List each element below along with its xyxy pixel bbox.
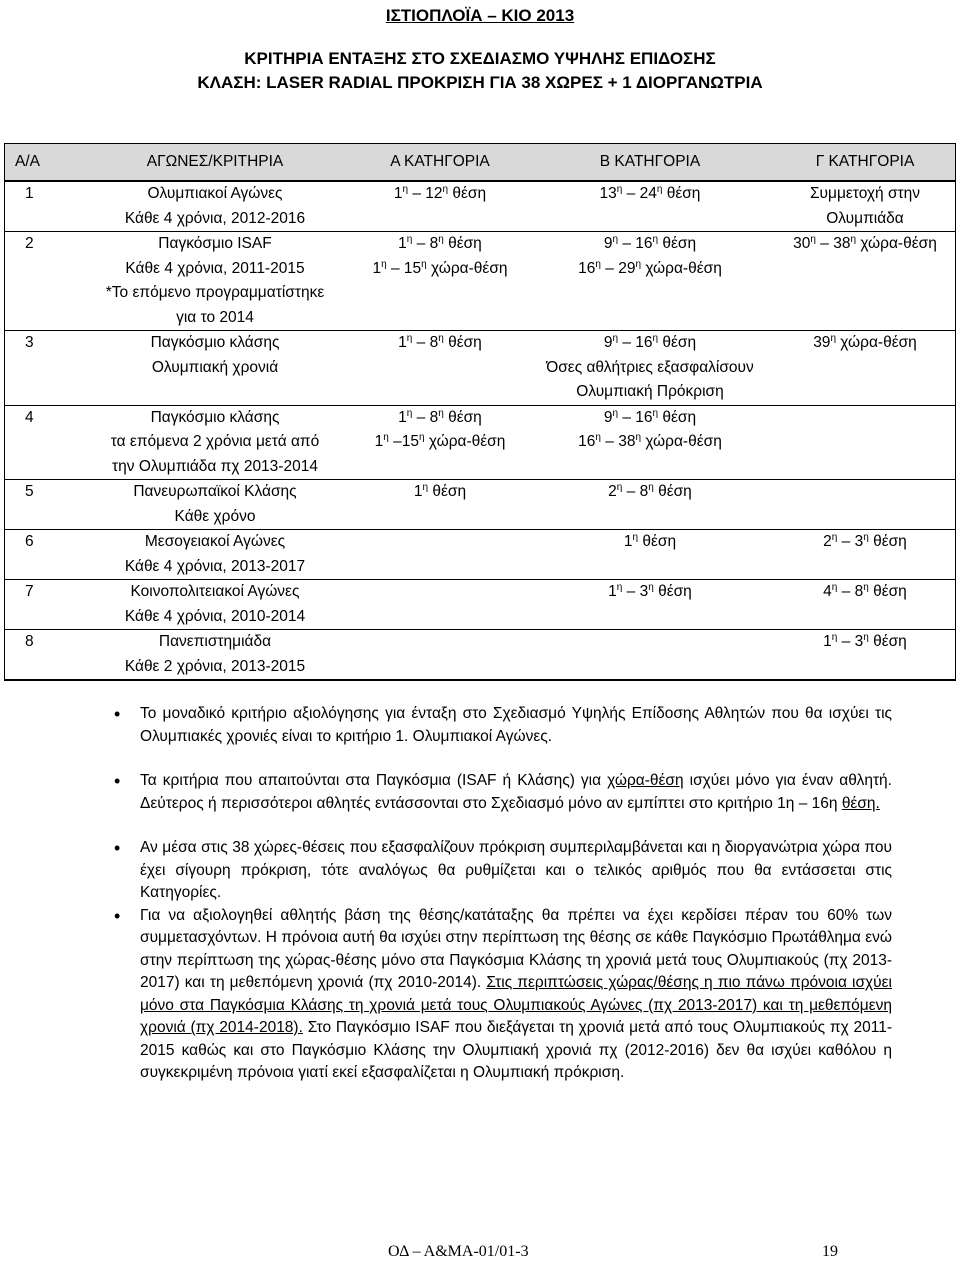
row-number: 7 xyxy=(25,583,34,600)
cell-line: $1^\eta - 8^\eta$ θέση xyxy=(398,233,482,252)
cell-line: $1^\eta$ θέση xyxy=(413,481,467,500)
cell-line: Παγκόσμιο κλάσης xyxy=(150,334,280,351)
row-number: 3 xyxy=(25,334,34,351)
cell-line: $13^\eta - 24^\eta$ θέση xyxy=(599,183,701,202)
event-cell xyxy=(75,480,355,530)
event-cell xyxy=(75,331,355,406)
row-number: 4 xyxy=(25,408,34,426)
cell-line: $2^\eta - 8^\eta$ θέση xyxy=(608,481,692,500)
category-c-cell xyxy=(775,630,956,681)
cell-line: Μεσογειακοί Αγώνες xyxy=(144,533,286,550)
cell-line: $1^\eta - 8^\eta$ θέση xyxy=(398,332,482,351)
cell-line: Πανευρωπαϊκοί Κλάσης xyxy=(133,483,297,500)
cell-line: Κάθε 4 χρόνια, 2010-2014 xyxy=(124,607,306,625)
cell-line: *Το επόμενο προγραμματίστηκε xyxy=(105,284,325,301)
category-b-cell xyxy=(525,405,775,480)
note-country-position xyxy=(140,770,892,815)
row-number: 1 xyxy=(25,185,34,202)
cell-line: $4^\eta - 8^\eta$ θέση xyxy=(823,581,907,600)
row-number: 5 xyxy=(25,483,34,500)
category-a-cell xyxy=(355,530,525,580)
note-host-country: • Αν μέσα στις 38 χώρες-θέσεις που εξασφαλίζουν πρόκριση συμπεριλαμβάνεται και η διοργανώτρια χώρα που έχει σίγουρη πρόκριση, τότε αναλόγως θα ρυθμίζεται και ο τελικός αριθμός που θα εντάσσεται στις Κατηγορίες. xyxy=(140,837,892,905)
category-a-cell xyxy=(355,331,525,406)
criteria-table xyxy=(4,143,956,681)
note-sixty-percent xyxy=(140,905,892,1085)
cell-line: για το 2014 xyxy=(176,308,254,326)
cell-line: $1^\eta - 8^\eta$ θέση xyxy=(398,407,482,426)
cell-line: $1^\eta$ $-15^\eta$ χώρα-θέση xyxy=(374,431,506,450)
category-b-cell xyxy=(525,331,775,406)
cell-line: $2^\eta - 3^\eta$ θέση xyxy=(823,531,907,550)
cell-line: Πανεπιστημιάδα xyxy=(158,633,272,650)
cell-line: $30^\eta - 38^\eta$ χώρα-θέση xyxy=(793,233,937,252)
cell-line: Παγκόσμιο κλάσης xyxy=(150,408,280,426)
category-a-cell xyxy=(355,630,525,681)
table-row xyxy=(5,405,956,480)
category-c-cell xyxy=(775,405,956,480)
cell-line: $1^\eta - 12^\eta$ θέση xyxy=(393,183,487,202)
col-header-category-c: Γ ΚΑΤΗΓΟΡΙΑ xyxy=(775,144,956,182)
category-a-cell xyxy=(355,405,525,480)
note-underlined-text: χώρα-θέση xyxy=(607,772,684,789)
cell-line: Κάθε 4 χρόνια, 2013-2017 xyxy=(124,557,306,575)
col-header-category-a: Α ΚΑΤΗΓΟΡΙΑ xyxy=(355,144,525,182)
category-a-cell xyxy=(355,232,525,331)
cell-line: Συμμετοχή στην xyxy=(809,185,921,202)
table-row xyxy=(5,480,956,530)
row-number: 8 xyxy=(25,633,34,650)
notes-list xyxy=(140,703,892,1085)
criteria-heading: ΚΡΙΤΗΡΙΑ ΕΝΤΑΞΗΣ ΣΤΟ ΣΧΕΔΙΑΣΜΟ ΥΨΗΛΗΣ ΕΠΙΔΟΣΗΣ xyxy=(244,49,716,68)
cell-line: $39^\eta$ χώρα-θέση xyxy=(813,332,917,351)
note-olympic-criterion: • Το μοναδικό κριτήριο αξιολόγησης για ένταξη στο Σχεδιασμό Υψηλής Επίδοσης Αθλητών που θα ισχύει τις Ολυμπιακές χρονιές είναι το κριτήριο 1. Ολυμπιακοί Αγώνες. xyxy=(140,703,892,748)
note-text: ισχύει μόνο για έναν αθλητή. Δεύτερος ή περισσότεροι αθλητές εντάσσονται στο Σχεδιασμό μόνο αν εμπίπτει στο κριτήριο 1η – 16η xyxy=(140,772,892,812)
event-cell xyxy=(75,530,355,580)
cell-line: $1^\eta - 15^\eta$ χώρα-θέση xyxy=(372,258,508,277)
col-header-number: Α/Α xyxy=(5,144,76,182)
event-cell xyxy=(75,580,355,630)
table-row xyxy=(5,580,956,630)
cell-line: $1^\eta - 3^\eta$ θέση xyxy=(823,631,907,650)
document-title: ΙΣΤΙΟΠΛΟΪΑ – ΚΙΟ 2013 xyxy=(385,6,575,25)
class-heading: ΚΛΑΣΗ: LASER RADIAL ΠΡΟΚΡΙΣΗ ΓΙΑ 38 ΧΩΡΕΣ + 1 ΔΙΟΡΓΑΝΩΤΡΙΑ xyxy=(197,73,763,92)
table-row xyxy=(5,232,956,331)
col-header-events: ΑΓΩΝΕΣ/ΚΡΙΤΗΡΙΑ xyxy=(75,144,355,182)
note-text: Στο Παγκόσμιο ISAF που διεξάγεται τη χρονιά μετά από τους Ολυμπιακούς πχ 2011-2015 καθώς και στο Παγκόσμιο Κλάσης την Ολυμπιακή χρονιά πχ (2012-2016) δεν θα ισχύει καθόλου η συγκεκριμένη πρόνοια γιατί εκεί εξασφαλίζεται η Ολυμπιακή πρόκριση. xyxy=(140,1019,892,1081)
cell-line: Κοινοπολιτειακοί Αγώνες xyxy=(130,583,300,600)
cell-line: Όσες αθλήτριες εξασφαλίσουν xyxy=(546,358,754,376)
category-a-cell xyxy=(355,480,525,530)
category-c-cell xyxy=(775,181,956,232)
document-code: ΟΔ – Α&ΜΑ-01/01-3 xyxy=(388,1243,529,1260)
cell-line: $1^\eta$ θέση xyxy=(623,531,677,550)
cell-line: Κάθε 4 χρόνια, 2011-2015 xyxy=(125,259,305,277)
cell-line: $9^\eta - 16^\eta$ θέση xyxy=(603,332,697,351)
col-header-category-b: Β ΚΑΤΗΓΟΡΙΑ xyxy=(525,144,775,182)
cell-line: Κάθε χρόνο xyxy=(174,507,256,525)
cell-line: την Ολυμπιάδα πχ 2013-2014 xyxy=(112,457,318,475)
category-b-cell xyxy=(525,580,775,630)
table-row xyxy=(5,530,956,580)
cell-line: Ολυμπιακοί Αγώνες xyxy=(147,185,283,202)
category-b-cell xyxy=(525,181,775,232)
cell-line: Ολυμπιακή χρονιά xyxy=(151,358,279,376)
note-underlined-text: θέση. xyxy=(841,794,880,812)
table-row xyxy=(5,331,956,406)
cell-line: Κάθε 4 χρόνια, 2012-2016 xyxy=(124,209,306,227)
event-cell xyxy=(75,630,355,681)
cell-line: $16^\eta - 29^\eta$ χώρα-θέση xyxy=(578,258,722,277)
cell-line: $9^\eta - 16^\eta$ θέση xyxy=(603,233,697,252)
note-text: Για να αξιολογηθεί αθλητής βάση της θέσης/κατάταξης θα πρέπει να έχει κερδίσει πέραν του 60% των συμμετασχόντων. Η πρόνοια αυτή θα ισχύει στην περίπτωση της θέσης σε κάθε Παγκόσμιο Πρωτάθλημα ενώ στην περίπτωση της χώρας-θέσης μόνο στα Παγκόσμια Κλάσης τη χρονιά μετά τους Ολυμπιακούς (πχ 2013-2017) και τη μεθεπόμενη χρονιά (πχ 2010-2014). xyxy=(140,906,892,991)
category-c-cell xyxy=(775,580,956,630)
note-text: Τα κριτήρια που απαιτούνται στα Παγκόσμια (ISAF ή Κλάσης) για xyxy=(140,772,608,789)
category-b-cell xyxy=(525,630,775,681)
category-c-cell xyxy=(775,530,956,580)
category-c-cell xyxy=(775,480,956,530)
event-cell xyxy=(75,232,355,331)
cell-line: Παγκόσμιο ISAF xyxy=(158,235,272,252)
cell-line: $9^\eta - 16^\eta$ θέση xyxy=(603,407,697,426)
category-c-cell xyxy=(775,232,956,331)
cell-line: Κάθε 2 χρόνια, 2013-2015 xyxy=(124,657,306,675)
table-row xyxy=(5,630,956,681)
category-b-cell xyxy=(525,480,775,530)
category-a-cell xyxy=(355,181,525,232)
event-cell xyxy=(75,405,355,480)
event-cell xyxy=(75,181,355,232)
category-a-cell xyxy=(355,580,525,630)
category-b-cell xyxy=(525,232,775,331)
cell-line: Ολυμπιάδα xyxy=(826,209,904,227)
row-number: 6 xyxy=(25,533,34,550)
cell-line: Ολυμπιακή Πρόκριση xyxy=(576,383,724,400)
row-number: 2 xyxy=(25,235,34,252)
page-number: 19 xyxy=(822,1243,838,1260)
note-underlined-text: Στις περιπτώσεις χώρας/θέσης η πιο πάνω πρόνοια ισχύει μόνο στα Παγκόσμια Κλάσης τη χρονιά μετά τους Ολυμπιακούς Αγώνες (πχ 2013-2017) και τη μεθεπόμενη χρονιά (πχ 2014-2018). xyxy=(140,974,892,1036)
table-header-row xyxy=(5,144,956,182)
table-row xyxy=(5,181,956,232)
category-c-cell xyxy=(775,331,956,406)
cell-line: $16^\eta - 38^\eta$ χώρα-θέση xyxy=(578,431,722,450)
cell-line: $1^\eta - 3^\eta$ θέση xyxy=(608,581,692,600)
cell-line: τα επόμενα 2 χρόνια μετά από xyxy=(110,433,320,450)
category-b-cell xyxy=(525,530,775,580)
